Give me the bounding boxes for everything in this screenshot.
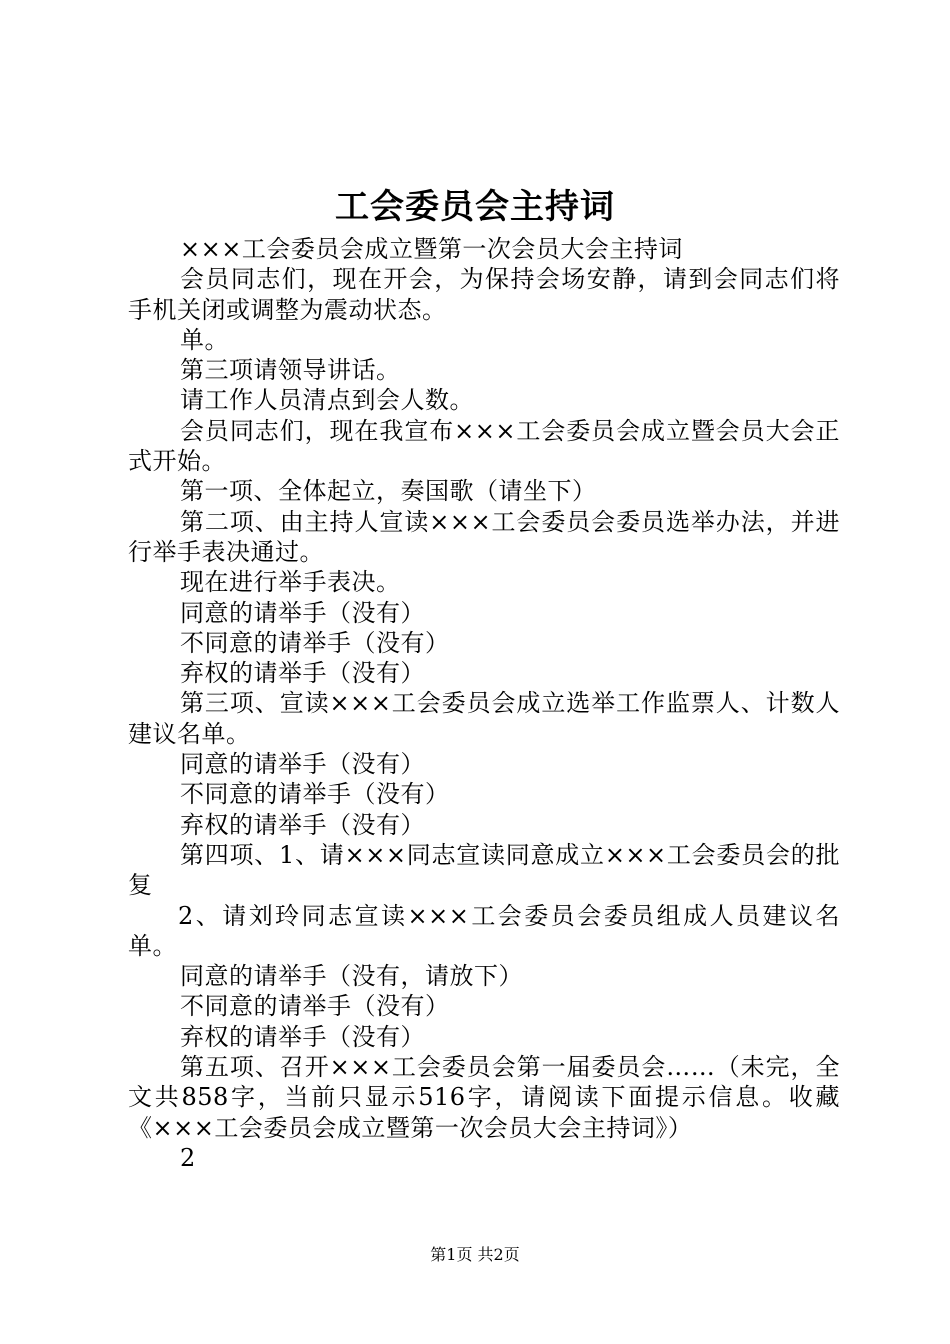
paragraph: 单。 — [180, 325, 229, 354]
paragraph: 不同意的请举手（没有） — [180, 628, 450, 657]
paragraph: 弃权的请举手（没有） — [180, 1022, 425, 1051]
paragraph: 第五项、召开×××工会委员会第一届委员会……（未完，全文共858字，当前只显示516字，请阅读下面提示信息。收藏《×××工会委员会成立暨第一次会员大会主持词》） — [128, 1053, 840, 1142]
document-title: 工会委员会主持词 — [335, 187, 615, 227]
paragraph: 请工作人员清点到会人数。 — [180, 386, 474, 415]
paragraph: 第三项、宣读×××工会委员会成立选举工作监票人、计数人建议名单。 — [128, 689, 840, 748]
paragraph: 不同意的请举手（没有） — [180, 992, 450, 1021]
paragraph: 2 — [180, 1143, 196, 1172]
paragraph: 第三项请领导讲话。 — [180, 356, 401, 385]
paragraph: 现在进行举手表决。 — [180, 568, 401, 597]
paragraph: 弃权的请举手（没有） — [180, 659, 425, 688]
paragraph: 第一项、全体起立，奏国歌（请坐下） — [180, 477, 597, 506]
paragraph: 2、请刘玲同志宣读×××工会委员会委员组成人员建议名单。 — [128, 901, 840, 960]
paragraph: 第四项、1、请×××同志宣读同意成立×××工会委员会的批复 — [128, 840, 840, 900]
paragraph: 同意的请举手（没有） — [180, 598, 425, 627]
paragraph: 会员同志们，现在开会，为保持会场安静，请到会同志们将手机关闭或调整为震动状态。 — [128, 265, 840, 324]
paragraph: 不同意的请举手（没有） — [180, 780, 450, 809]
paragraph: ×××工会委员会成立暨第一次会员大会主持词 — [180, 235, 683, 263]
paragraph: 弃权的请举手（没有） — [180, 810, 425, 839]
paragraph: 同意的请举手（没有） — [180, 750, 425, 779]
paragraph: 第二项、由主持人宣读×××工会委员会委员选举办法，并进行举手表决通过。 — [128, 507, 840, 566]
document-body — [128, 234, 840, 1173]
paragraph: 同意的请举手（没有，请放下） — [180, 962, 523, 991]
paragraph: 会员同志们，现在我宣布×××工会委员会成立暨会员大会正式开始。 — [128, 416, 840, 476]
page-footer: 第1页 共2页 — [430, 1245, 520, 1264]
